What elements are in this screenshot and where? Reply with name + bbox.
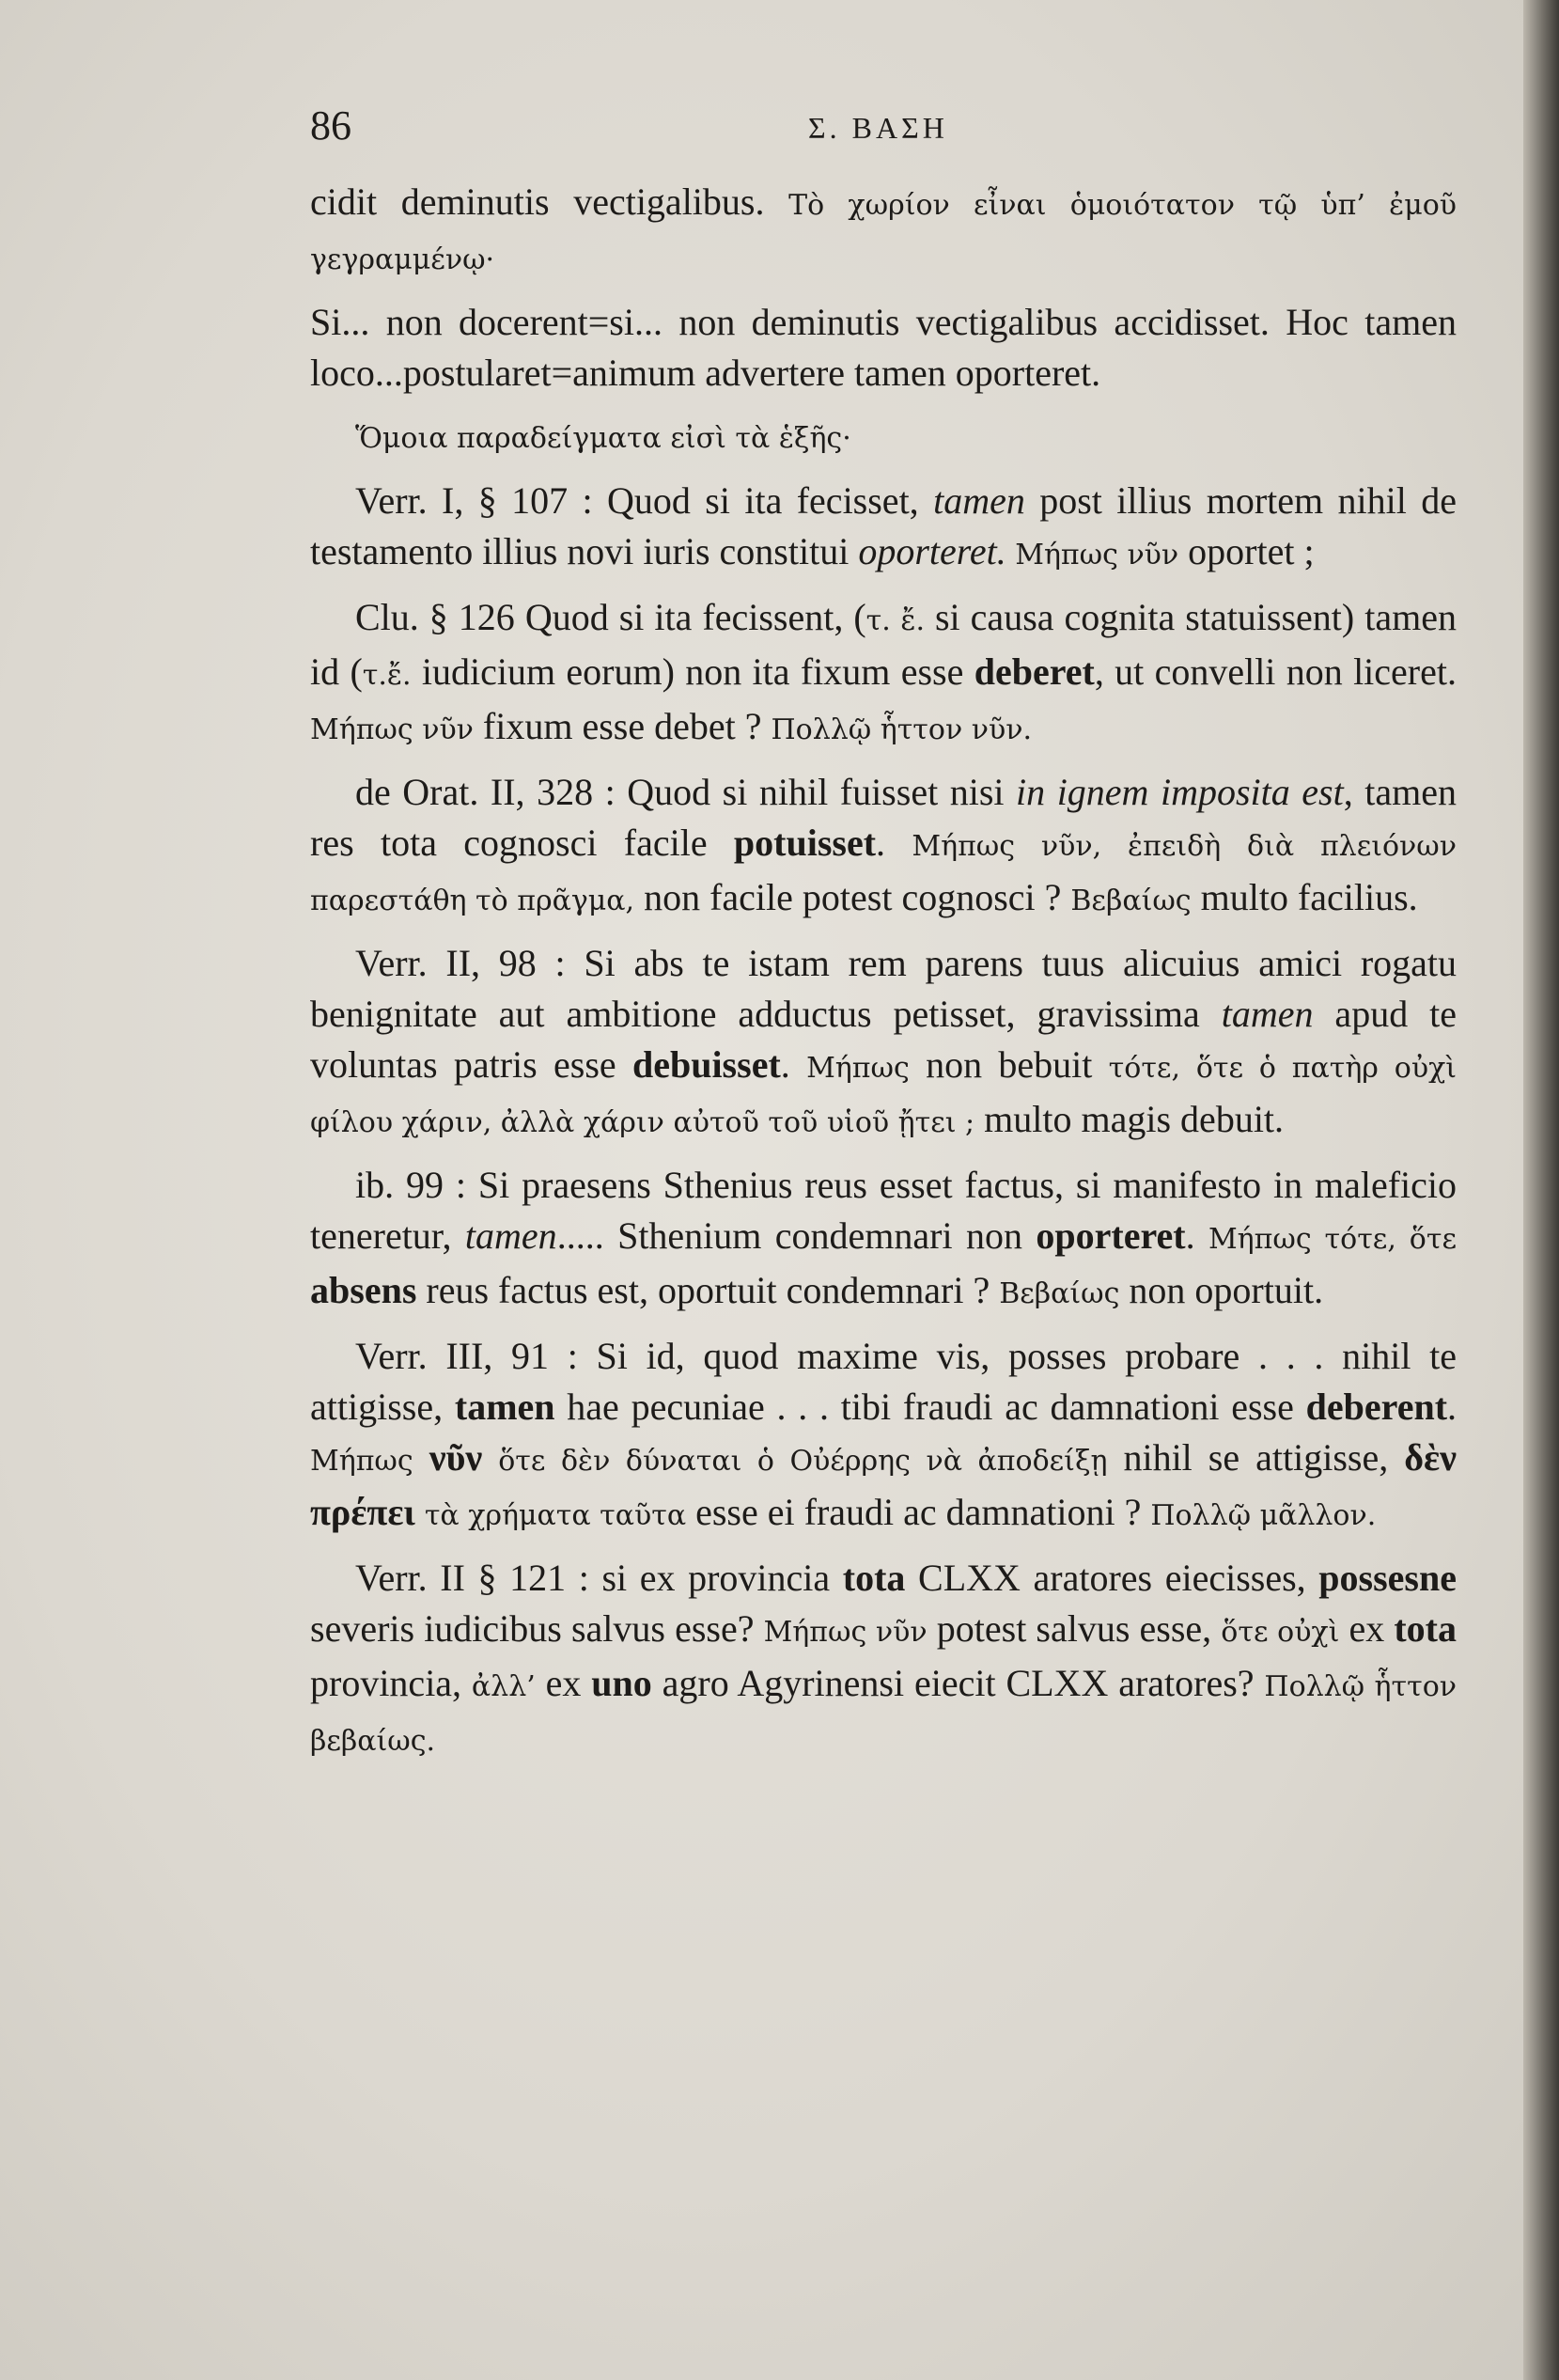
text-run: reus factus est, oportuit condemnari ? xyxy=(416,1269,1000,1311)
text-run: . xyxy=(1185,1214,1208,1257)
text-run: potest salvus esse, xyxy=(927,1607,1222,1650)
italic-text: tamen xyxy=(464,1214,557,1257)
text-run: ib. 99 : Si praesens Sthenius reus esset factus, si manifesto in maleficio teneretur, xyxy=(310,1164,1457,1257)
text-run: provincia, xyxy=(310,1662,472,1704)
text-run: ..... Sthenium condemnari non xyxy=(556,1214,1037,1257)
text-run: Verr. II, 98 : Si abs te istam rem parens tuus alicuius amici rogatu benignitate aut ambitione adductus petisset, gravissima xyxy=(310,942,1457,1035)
text-run: multo magis debuit. xyxy=(974,1098,1285,1140)
text-run: , ut convelli non liceret. xyxy=(1094,650,1457,693)
paragraph-p10 xyxy=(310,1553,1457,1767)
bold-text: potuisset xyxy=(733,822,877,864)
text-run: esse ei fraudi ac damnationi ? xyxy=(686,1491,1151,1533)
bold-text: oporteret xyxy=(1036,1214,1186,1257)
greek-text: Μήπως νῦν xyxy=(1006,539,1179,572)
greek-text: τ. ἔ. xyxy=(865,604,925,637)
paragraph-p9 xyxy=(310,1331,1457,1542)
text-run: non oportuit. xyxy=(1119,1269,1324,1311)
paragraph-p3 xyxy=(310,410,1457,464)
greek-text: ἀλλ’ xyxy=(471,1670,536,1703)
bold-text: uno xyxy=(591,1662,652,1704)
text-run: ex xyxy=(535,1662,592,1704)
text-run: hae pecuniae . . . tibi fraudi ac damnationi esse xyxy=(554,1386,1306,1428)
text-run: de Orat. II, 328 : Quod si nihil fuisset nisi xyxy=(355,771,1017,813)
greek-text: Βεβαίως xyxy=(1070,885,1192,917)
greek-text: Πολλῷ ἧττον νῦν. xyxy=(771,713,1032,746)
italic-text: oporteret. xyxy=(858,530,1006,572)
text-run: nihil se attigisse, xyxy=(1107,1436,1405,1479)
bold-text: absens xyxy=(310,1269,417,1311)
greek-text: Πολλῷ μᾶλλον. xyxy=(1150,1499,1377,1532)
page-number: 86 xyxy=(310,102,351,149)
text-run: Verr. III, 91 : Si id, quod maxime vis, posses probare . . . nihil te attigisse, xyxy=(310,1335,1457,1428)
greek-text: ὅτε δὲν δύναται ὁ Οὐέρρης νὰ ἀποδείξῃ xyxy=(498,1445,1108,1478)
greek-text: Μήπως νῦν, ἐπειδὴ διὰ πλειόνων παρεστάθη τὸ πρᾶγμα, xyxy=(310,830,1457,917)
text-run: Clu. § 126 Quod si ita fecissent, ( xyxy=(355,596,866,638)
text-run: non bebuit xyxy=(909,1043,1109,1086)
text-run: . xyxy=(1447,1386,1458,1428)
greek-text: τ.ἔ. xyxy=(362,659,412,692)
greek-text: Πολλῷ ἧττον βεβαίως. xyxy=(310,1670,1457,1758)
greek-text: Μήπως xyxy=(310,1445,413,1478)
body-text xyxy=(310,177,1457,1778)
bold-text: debuisset xyxy=(631,1043,781,1086)
paragraph-p5 xyxy=(310,592,1457,756)
text-run: severis iudicibus salvus esse? xyxy=(310,1607,764,1650)
greek-text: τότε, ὅτε ὁ πατὴρ οὐχὶ φίλου χάριν, ἀλλὰ χάριν αὐτοῦ τοῦ υἱοῦ ᾔτει ; xyxy=(310,1052,1458,1139)
page-header xyxy=(310,102,1466,158)
text-run: Si... non docerent=si... non deminutis vectigalibus accidisset. Hoc tamen loco...postularet=animum advertere tamen oporteret. xyxy=(310,301,1457,394)
text-run xyxy=(415,1491,425,1533)
text-run xyxy=(482,1436,498,1479)
bold-text: tamen xyxy=(454,1386,555,1428)
bold-text: νῦν xyxy=(429,1436,483,1479)
paragraph-p4 xyxy=(310,476,1457,581)
greek-text: Βεβαίως xyxy=(999,1277,1120,1310)
paragraph-p7 xyxy=(310,938,1457,1149)
paragraph-p8 xyxy=(310,1160,1457,1320)
bold-text: possesne xyxy=(1318,1557,1457,1599)
text-run: multo facilius. xyxy=(1191,876,1418,918)
italic-text: tamen xyxy=(1221,993,1314,1035)
text-run: . xyxy=(876,822,912,864)
text-run: Verr. II § 121 : si ex provincia xyxy=(355,1557,843,1599)
text-run xyxy=(413,1436,429,1479)
greek-text: ὅτε οὐχὶ xyxy=(1221,1616,1340,1649)
book-spine-shadow xyxy=(1523,0,1559,2380)
text-run: , tamen res tota cognosci facile xyxy=(310,771,1458,864)
bold-text: δὲν πρέπει xyxy=(310,1436,1457,1533)
italic-text: in ignem imposita est xyxy=(1016,771,1344,813)
greek-text: τὰ χρήματα ταῦτα xyxy=(424,1499,687,1532)
text-run: non facile potest cognosci ? xyxy=(634,876,1071,918)
text-run: fixum esse debet ? xyxy=(473,705,772,747)
bold-text: deberet xyxy=(974,650,1095,693)
greek-text: Ὅμοια παραδείγματα εἰσὶ τὰ ἑξῆς· xyxy=(355,422,851,455)
bold-text: tota xyxy=(1394,1607,1457,1650)
text-run: agro Agyrinensi eiecit CLXX aratores? xyxy=(651,1662,1265,1704)
text-run: . xyxy=(780,1043,807,1086)
text-run: CLXX aratores eiecisses, xyxy=(905,1557,1319,1599)
paragraph-p2 xyxy=(310,297,1457,399)
text-run: Verr. I, § 107 : Quod si ita fecisset, xyxy=(355,479,934,522)
text-run: cidit deminutis vectigalibus. xyxy=(310,180,789,223)
greek-text: Τὸ χωρίον εἶναι ὁμοιότατον τῷ ὑπ’ ἐμοῦ γεγραμμένῳ· xyxy=(310,189,1457,276)
text-run: oportet ; xyxy=(1178,530,1315,572)
greek-text: Μήπως xyxy=(806,1052,910,1085)
paragraph-p1 xyxy=(310,177,1457,286)
italic-text: tamen xyxy=(933,479,1025,522)
text-run: ex xyxy=(1339,1607,1395,1650)
greek-text: Μήπως νῦν xyxy=(763,1616,928,1649)
running-title: Σ. ΒΑΣΗ xyxy=(808,111,948,145)
bold-text: tota xyxy=(842,1557,906,1599)
greek-text: Μήπως νῦν xyxy=(310,713,474,746)
bold-text: deberent xyxy=(1305,1386,1448,1428)
text-run: iudicium eorum) non ita fixum esse xyxy=(411,650,974,693)
text-run: si causa cognita statuissent) tamen id ( xyxy=(310,596,1457,693)
paragraph-p6 xyxy=(310,767,1457,927)
greek-text: Μήπως τότε, ὅτε xyxy=(1208,1223,1458,1256)
text-run: post illius mortem nihil de testamento illius novi iuris constitui xyxy=(310,479,1457,572)
text-run: apud te voluntas patris esse xyxy=(310,993,1458,1086)
